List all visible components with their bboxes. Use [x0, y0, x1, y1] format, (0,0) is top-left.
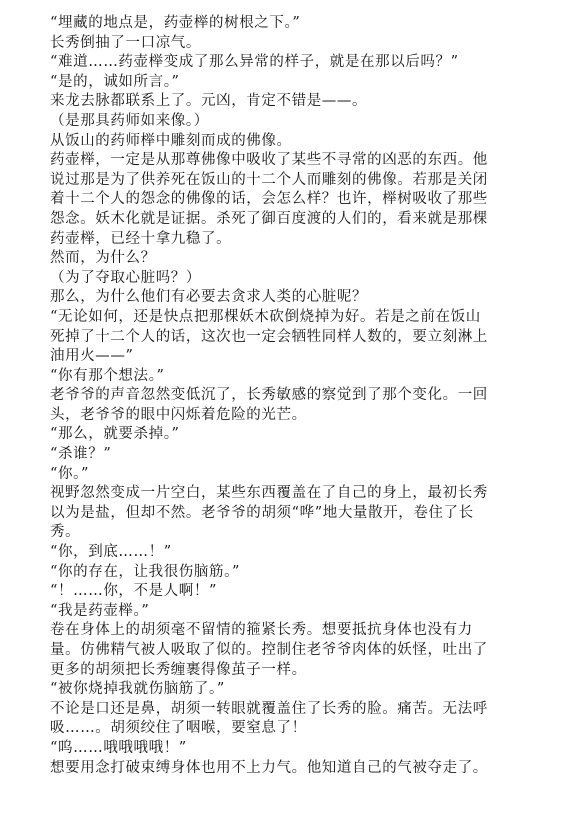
text-line: （为了夺取心脏吗？）	[50, 269, 201, 286]
text-line: （是那具药师如来像。）	[50, 112, 209, 129]
text-line: 怨念。妖木化就是证据。杀死了御百度渡的人们的，看来就是那棵	[50, 210, 488, 227]
text-line: “难道……药壶榉变成了那么异常的样子，就是在那以后吗？”	[50, 54, 459, 71]
text-line: 不论是口还是鼻，胡须一转眼就覆盖住了长秀的脸。痛苦。无法呼	[50, 700, 488, 717]
text-line: “你。”	[50, 465, 89, 482]
text-line: “无论如何，还是快点把那棵妖木砍倒烧掉为好。若是之前在饭山	[50, 308, 481, 325]
text-line: 油用火——”	[50, 348, 134, 365]
text-line: 卷在身体上的胡须毫不留情的箍紧长秀。想要抵抗身体也没有力	[50, 622, 473, 639]
text-line: 量。仿佛精气被人吸取了似的。控制住老爷爷肉体的妖怪，吐出了	[50, 642, 488, 658]
text-line: “是的，诚如所言。”	[50, 73, 180, 90]
text-line: 长秀倒抽了一口凉气。	[50, 34, 201, 51]
text-line: 想要用念打破束缚身体也用不上力气。他知道自己的气被夺走了。	[50, 759, 488, 776]
text-line: “我是药壶榉。”	[50, 602, 150, 619]
text-line: “杀谁？”	[50, 446, 112, 463]
text-line: “被你烧掉我就伤脑筋了。”	[50, 681, 225, 698]
text-line: “你有那个想法。”	[50, 367, 165, 384]
text-line: 然而，为什么？	[50, 250, 156, 267]
text-line: 死掉了十二个人的话，这次也一定会牺牲同样人数的，要立刻淋上	[50, 328, 488, 345]
text-line: “那么，就要杀掉。”	[50, 426, 180, 443]
text-line: 说过那是为了供养死在饭山的十二个人而雕刻的佛像。若那是关闭	[50, 171, 488, 188]
text-line: 从饭山的药师榉中雕刻而成的佛像。	[50, 132, 292, 149]
text-line: 药壶榉，一定是从那尊佛像中吸收了某些不寻常的凶恶的东西。他	[50, 152, 488, 169]
text-line: “埋藏的地点是，药壶榉的树根之下。”	[50, 15, 301, 31]
text-line: 药壶榉，已经十拿九稳了。	[50, 230, 232, 247]
text-line: 视野忽然变成一片空白，某些东西覆盖在了自己的身上，最初长秀	[50, 485, 488, 502]
text-line: 以为是盐，但却不然。老爷爷的胡须“哗”地大量散开，卷住了长	[50, 504, 474, 521]
text-line: 头，老爷爷的眼中闪烁着危险的光芒。	[50, 406, 307, 423]
text-line: “你的存在，让我很伤脑筋。”	[50, 563, 240, 580]
text-line: 老爷爷的声音忽然变低沉了，长秀敏感的察觉到了那个变化。一回	[50, 387, 488, 404]
text-line: 着十二个人的怨念的佛像的话，会怎么样？也许，榉树吸收了那些	[50, 191, 488, 208]
text-line: 吸……。胡须绞住了咽喉，要窒息了！	[50, 720, 307, 737]
text-line: “呜……哦哦哦哦！”	[50, 739, 187, 756]
text-line: “你，到底……！”	[50, 544, 172, 561]
text-line: “！……你，不是人啊！”	[50, 583, 218, 600]
text-line: 秀。	[50, 524, 81, 541]
text-line: 更多的胡须把长秀缠裹得像茧子一样。	[50, 661, 307, 678]
text-line: 来龙去脉都联系上了。元凶，肯定不错是——。	[50, 93, 368, 110]
text-line: 那么，为什么他们有必要去贪求人类的心脏呢？	[50, 289, 368, 306]
